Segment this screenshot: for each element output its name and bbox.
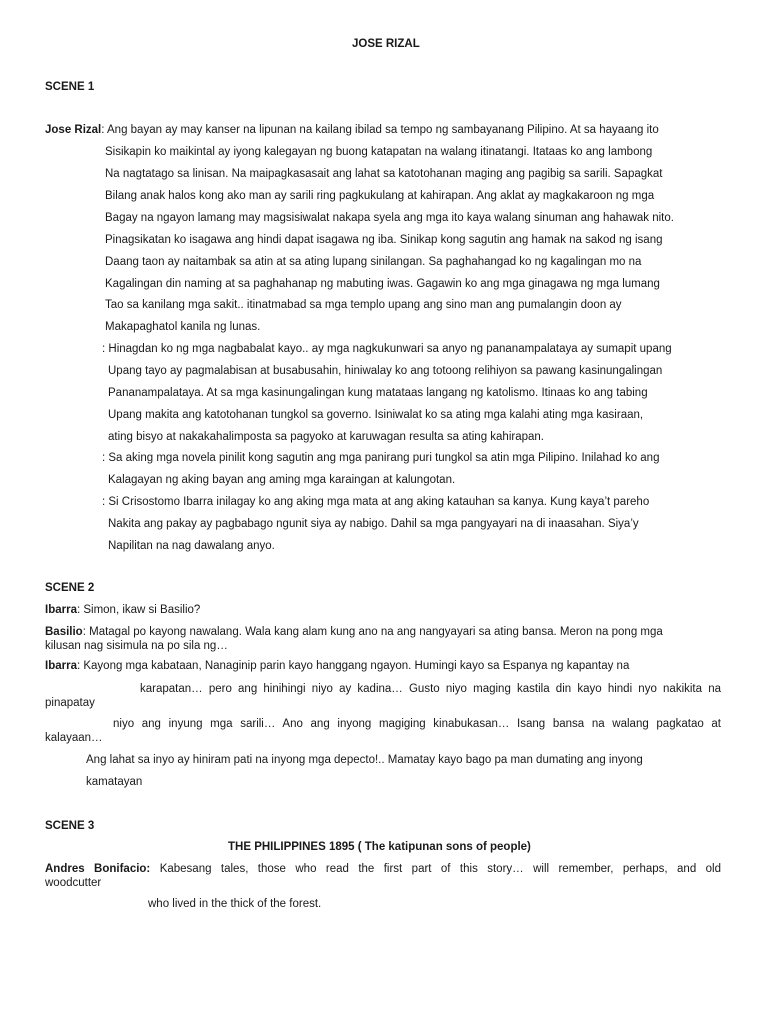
dialogue-line: Pinagsikatan ko isagawa ang hindi dapat isagawa ng iba. Sinikap kong sagutin ang hamak na sakod ng isang [105,234,663,246]
scene-3-subtitle: THE PHILIPPINES 1895 ( The katipunan sons of people) [228,841,531,853]
dialogue-line: : Hinagdan ko ng mga nagbabalat kayo.. ay mga nagkukunwari sa anyo ng pananampalataya ay sumapit upang [102,343,672,355]
speaker-name: Ibarra [45,604,77,616]
dialogue-line: Pananampalataya. At sa mga kasinungalingan kung matataas langang ng katolismo. Itinaas ko ang tabing [108,387,648,399]
dialogue-line: kalayaan… [45,732,103,744]
speaker-name: Jose Rizal [45,124,102,136]
dialogue-text: : Simon, ikaw si Basilio? [76,604,201,616]
dialogue-line: Nakita ang pakay ay pagbabago ngunit siya ay nabigo. Dahil sa mga pangyayari na di inaasahan. Siya’y [108,518,639,530]
dialogue-line: Kagalingan din naming at sa paghahanap ng mabuting iwas. Gagawin ko ang mga ginagawa ng mga lumang [105,278,660,290]
dialogue-line: Na nagtatago sa linisan. Na maipagkasasait ang lahat sa katotohanan maging ang pagibig sa sarili. Sapagkat [105,168,663,180]
dialogue-text: : Matagal po kayong nawalang. Wala kang alam kung ano na ang nangyayari sa ating bansa. Meron na pong mga [82,626,663,638]
dialogue-line: Daang taon ay naitambak sa atin at sa ating lupang sinilangan. Sa paghahangad ko ng kagalingan mo na [105,256,642,268]
speaker-name: Ibarra [45,660,77,672]
dialogue-line: who lived in the thick of the forest. [148,898,322,910]
dialogue-line: ating bisyo at nakakahalimposta sa pagyoko at karuwagan resulta sa ating kahirapan. [108,431,544,443]
scene-3-heading: SCENE 3 [45,820,95,832]
dialogue-line: : Si Crisostomo Ibarra inilagay ko ang aking mga mata at ang aking katauhan sa kanya. Kung kaya’t pareho [102,496,650,508]
dialogue-line [45,659,629,673]
dialogue-line: pinapatay [45,697,95,709]
dialogue-line: Ang lahat sa inyo ay hiniram pati na inyong mga depecto!.. Mamatay kayo bago pa man dumating ang inyong [86,754,643,766]
dialogue-line [45,625,663,639]
dialogue-line: Bagay na ngayon lamang may magsisiwalat nakapa syela ang mga ito kaya walang sinuman ang hahawak nito. [105,212,674,224]
dialogue-line: kilusan nag sisimula na po sila ng… [45,640,228,652]
document-title: JOSE RIZAL [352,38,420,50]
dialogue-line: Upang makita ang katotohanan tungkol sa governo. Isiniwalat ko sa ating mga kalahi ating mga kasiraan, [108,409,644,421]
dialogue-line [45,862,721,876]
dialogue-text: : Kayong mga kabataan, Nanaginip parin kayo hanggang ngayon. Humingi kayo sa Espanya ng kapantay na [76,660,630,672]
dialogue-line: Sisikapin ko maikintal ay iyong kalegayan ng buong katapatan na walang itinatangi. Itataas ko ang lambong [105,146,653,158]
dialogue-text: Kabesang tales, those who read the first part of this story… will remember, perhaps, and old [159,863,721,875]
dialogue-line: Bilang anak halos kong ako man ay sarili ring pagkukulang at kahirapan. Ang aklat ay magkakaroon ng mga [105,190,655,202]
dialogue-line: kamatayan [86,776,143,788]
dialogue-line: woodcutter [45,877,102,889]
dialogue-line [45,123,659,137]
dialogue-line: Napilitan na nag dawalang anyo. [108,540,275,552]
scene-1-heading: SCENE 1 [45,81,95,93]
dialogue-line: Upang tayo ay pagmalabisan at busabusahin, hiniwalay ko ang totoong relihiyon sa pawang kasinungalingan [108,365,663,377]
dialogue-line: niyo ang inyung mga sarili… Ano ang inyong magiging kinabukasan… Isang bansa na walang pagkatao at [113,718,721,730]
dialogue-text: : Ang bayan ay may kanser na lipunan na kailang ibilad sa tempo ng sambayanang Pilipino. At sa hayaang ito [101,124,659,136]
dialogue-line [45,603,200,617]
dialogue-line: Tao sa kanilang mga sakit.. itinatmabad sa mga templo upang ang sino man ang pumalangin doon ay [105,299,622,311]
dialogue-line: Makapaghatol kanila ng lunas. [105,321,261,333]
dialogue-line: Kalagayan ng aking bayan ang aming mga karaingan at kalungotan. [108,474,456,486]
dialogue-line: karapatan… pero ang hinihingi niyo ay kadina… Gusto niyo maging kastila din kayo hindi nyo nakikita na [140,683,721,695]
dialogue-line: : Sa aking mga novela pinilit kong sagutin ang mga panirang puri tungkol sa atin mga Pilipino. Inilahad ko ang [102,452,660,464]
speaker-name: Basilio [45,626,83,638]
scene-2-heading: SCENE 2 [45,582,95,594]
speaker-name: Andres Bonifacio: [45,863,151,875]
